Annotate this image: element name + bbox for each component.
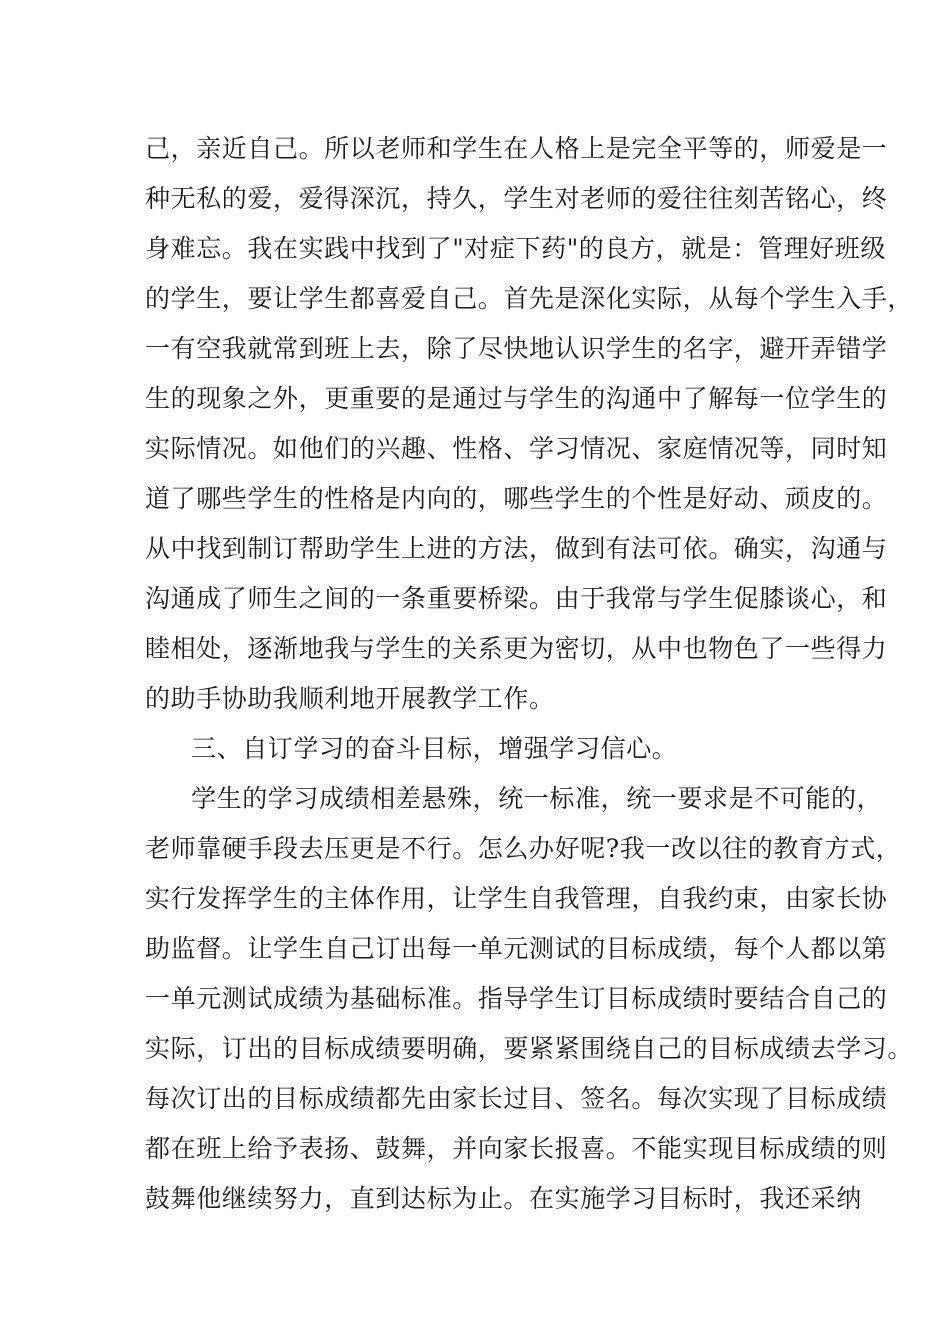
text-line: 一单元测试成绩为基础标准。指导学生订目标成绩时要结合自己的 — [145, 984, 888, 1013]
text-line: 一有空我就常到班上去，除了尽快地认识学生的名字，避开弄错学 — [145, 334, 888, 363]
text-line: 都在班上给予表扬、鼓舞，并向家长报喜。不能实现目标成绩的则 — [145, 1134, 888, 1163]
section-heading: 三、自订学习的奋斗目标，增强学习信心。 — [191, 734, 678, 763]
text-line: 种无私的爱，爱得深沉，持久，学生对老师的爱往往刻苦铭心，终 — [145, 184, 888, 213]
text-line: 道了哪些学生的性格是内向的，哪些学生的个性是好动、顽皮的。 — [145, 484, 888, 513]
text-line: 实际情况。如他们的兴趣、性格、学习情况、家庭情况等，同时知 — [145, 434, 888, 463]
text-line: 睦相处，逐渐地我与学生的关系更为密切，从中也物色了一些得力 — [145, 634, 888, 663]
text-line: 生的现象之外，更重要的是通过与学生的沟通中了解每一位学生的 — [145, 384, 888, 413]
text-line: 学生的学习成绩相差悬殊，统一标准，统一要求是不可能的， — [191, 784, 883, 813]
document-body — [145, 124, 914, 1224]
text-line: 的助手协助我顺利地开展教学工作。 — [145, 684, 555, 713]
text-line: 身难忘。我在实践中找到了"对症下药"的良方，就是：管理好班级 — [145, 234, 887, 263]
text-line: 从中找到制订帮助学生上进的方法，做到有法可依。确实，沟通与 — [145, 534, 888, 563]
text-line: 的学生，要让学生都喜爱自己。首先是深化实际，从每个学生入手， — [145, 284, 914, 313]
text-line: 每次订出的目标成绩都先由家长过目、签名。每次实现了目标成绩 — [145, 1084, 888, 1113]
text-line: 实行发挥学生的主体作用，让学生自我管理，自我约束，由家长协 — [145, 884, 888, 913]
text-line: 老师靠硬手段去压更是不行。怎么办好呢?我一改以往的教育方式， — [145, 834, 902, 863]
text-line: 实际，订出的目标成绩要明确，要紧紧围绕自己的目标成绩去学习。 — [145, 1034, 914, 1063]
text-line: 鼓舞他继续努力，直到达标为止。在实施学习目标时，我还采纳 — [145, 1184, 862, 1213]
text-line: 沟通成了师生之间的一条重要桥梁。由于我常与学生促膝谈心，和 — [145, 584, 888, 613]
text-line: 己，亲近自己。所以老师和学生在人格上是完全平等的，师爱是一 — [145, 134, 888, 163]
text-line: 助监督。让学生自己订出每一单元测试的目标成绩，每个人都以第 — [145, 934, 888, 963]
